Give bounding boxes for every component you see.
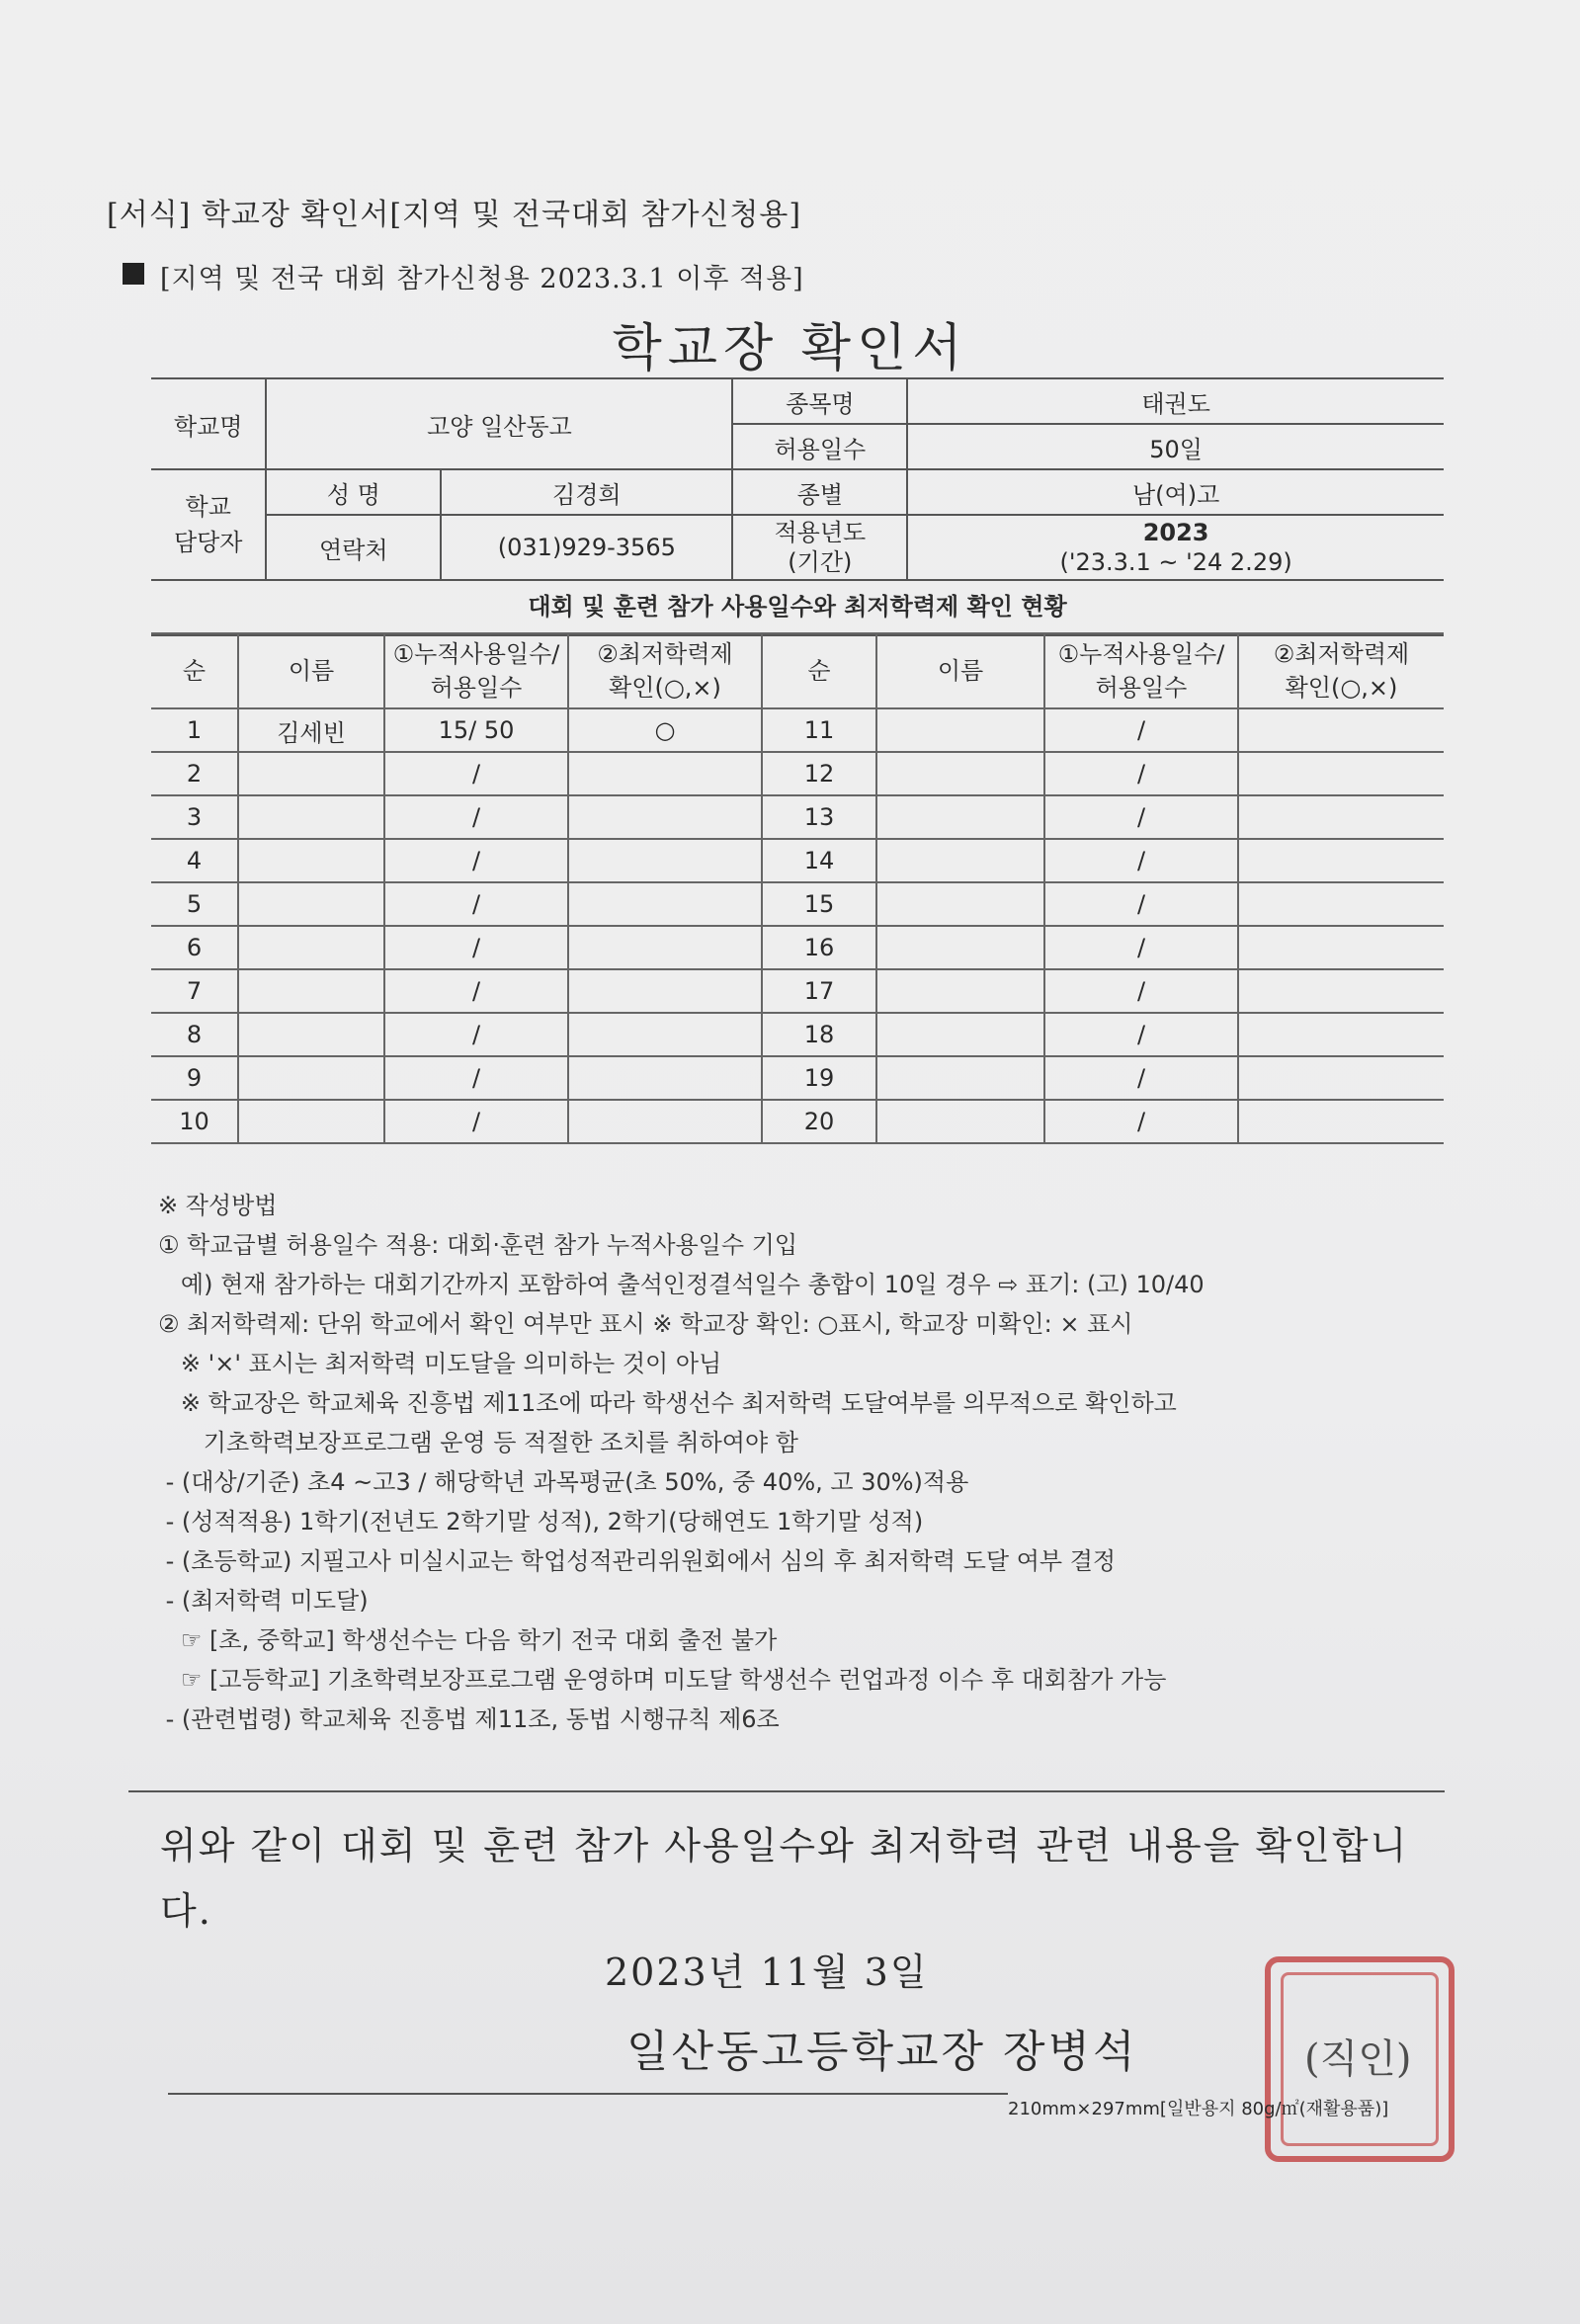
cell-no: 4 bbox=[151, 839, 238, 882]
header-days: ①누적사용일수/ 허용일수 bbox=[384, 633, 568, 708]
cell-no: 3 bbox=[151, 795, 238, 839]
cell-days: / bbox=[384, 1013, 568, 1056]
cell-check bbox=[1238, 1056, 1444, 1100]
cell-no: 11 bbox=[762, 708, 876, 752]
note-line: ※ 학교장은 학교체육 진흥법 제11조에 따라 학생선수 최저학력 도달여부를 의무적으로 확인하고 bbox=[158, 1389, 1177, 1417]
cell-days: / bbox=[384, 926, 568, 969]
event-value: 태권도 bbox=[907, 378, 1444, 424]
cell-name bbox=[238, 882, 384, 926]
note-line: ① 학교급별 허용일수 적용: 대회·훈련 참가 누적사용일수 기입 bbox=[158, 1231, 798, 1259]
contact-label: 연락처 bbox=[266, 515, 441, 580]
cell-days: / bbox=[384, 969, 568, 1013]
cell-days: / bbox=[384, 882, 568, 926]
table-row bbox=[151, 1013, 1444, 1056]
period-value: ('23.3.1 ~ '24 2.29) bbox=[1059, 548, 1292, 576]
table-row bbox=[151, 839, 1444, 882]
cell-name bbox=[876, 708, 1044, 752]
cell-name bbox=[238, 795, 384, 839]
cell-check bbox=[1238, 708, 1444, 752]
cell-no: 20 bbox=[762, 1100, 876, 1143]
note-line: ☞ [초, 중학교] 학생선수는 다음 학기 전국 대회 출전 불가 bbox=[158, 1626, 778, 1654]
table-row bbox=[151, 1056, 1444, 1100]
note-line: ※ '×' 표시는 최저학력 미도달을 의미하는 것이 아님 bbox=[158, 1350, 722, 1377]
cell-days: 15/ 50 bbox=[384, 708, 568, 752]
cell-no: 5 bbox=[151, 882, 238, 926]
cell-check bbox=[1238, 839, 1444, 882]
cell-name bbox=[238, 752, 384, 795]
table-row bbox=[151, 882, 1444, 926]
cell-days: / bbox=[1044, 1013, 1238, 1056]
gender-label: 종별 bbox=[732, 469, 907, 515]
cell-days: / bbox=[384, 1056, 568, 1100]
cell-name bbox=[876, 1056, 1044, 1100]
paper-spec: 210mm×297mm[일반용지 80g/㎡(재활용품)] bbox=[1008, 2099, 1389, 2119]
form-label: [서식] 학교장 확인서[지역 및 전국대회 참가신청용] bbox=[107, 198, 802, 232]
cell-check bbox=[568, 752, 762, 795]
note-line: - (대상/기준) 초4 ~고3 / 해당학년 과목평균(초 50%, 중 40%, 고 30%)적용 bbox=[158, 1468, 969, 1496]
cell-days: / bbox=[1044, 839, 1238, 882]
divider bbox=[168, 2093, 1008, 2095]
cell-check bbox=[1238, 752, 1444, 795]
cell-no: 19 bbox=[762, 1056, 876, 1100]
cell-check bbox=[1238, 882, 1444, 926]
note-line: - (관련법령) 학교체육 진흥법 제11조, 동법 시행규칙 제6조 bbox=[158, 1705, 780, 1733]
cell-name bbox=[238, 969, 384, 1013]
cell-no: 10 bbox=[151, 1100, 238, 1143]
sub-label-text: [지역 및 전국 대회 참가신청용 2023.3.1 이후 적용] bbox=[160, 264, 804, 294]
cell-name bbox=[876, 752, 1044, 795]
cell-check bbox=[568, 1100, 762, 1143]
cell-check bbox=[568, 882, 762, 926]
school-value: 고양 일산동고 bbox=[266, 378, 732, 469]
cell-no: 17 bbox=[762, 969, 876, 1013]
signer: 일산동고등학교장 장병석 bbox=[626, 2027, 1138, 2077]
cell-check bbox=[1238, 1013, 1444, 1056]
cell-no: 9 bbox=[151, 1056, 238, 1100]
participation-table bbox=[151, 632, 1444, 1144]
table-row bbox=[151, 969, 1444, 1013]
header-no: 순 bbox=[151, 633, 238, 708]
header-check: ②최저학력제 확인(○,×) bbox=[568, 633, 762, 708]
cell-days: / bbox=[384, 839, 568, 882]
gender-value: 남(여)고 bbox=[907, 469, 1444, 515]
allowed-value: 50일 bbox=[907, 424, 1444, 469]
cell-name bbox=[876, 1013, 1044, 1056]
table-row bbox=[151, 708, 1444, 752]
table-row bbox=[151, 795, 1444, 839]
cell-check bbox=[568, 969, 762, 1013]
cell-days: / bbox=[1044, 1056, 1238, 1100]
cell-check bbox=[568, 926, 762, 969]
manager-label: 학교 담당자 bbox=[151, 469, 266, 580]
cell-check bbox=[1238, 1100, 1444, 1143]
section-title: 대회 및 훈련 참가 사용일수와 최저학력제 확인 현황 bbox=[151, 579, 1444, 636]
confirm-text: 위와 같이 대회 및 훈련 참가 사용일수와 최저학력 관련 내용을 확인합니다. bbox=[160, 1824, 1409, 1933]
cell-no: 2 bbox=[151, 752, 238, 795]
cell-name bbox=[876, 882, 1044, 926]
note-line: - (초등학교) 지필고사 미실시교는 학업성적관리위원회에서 심의 후 최저학력 도달 여부 결정 bbox=[158, 1547, 1117, 1575]
allowed-label: 허용일수 bbox=[732, 424, 907, 469]
cell-days: / bbox=[384, 795, 568, 839]
cell-days: / bbox=[384, 752, 568, 795]
cell-no: 13 bbox=[762, 795, 876, 839]
note-line: 기초학력보장프로그램 운영 등 적절한 조치를 취하여야 함 bbox=[158, 1429, 798, 1456]
header-no: 순 bbox=[762, 633, 876, 708]
cell-name bbox=[876, 839, 1044, 882]
cell-check bbox=[1238, 969, 1444, 1013]
cell-check bbox=[1238, 926, 1444, 969]
cell-check bbox=[568, 795, 762, 839]
cell-no: 6 bbox=[151, 926, 238, 969]
name-value: 김경희 bbox=[441, 469, 732, 515]
event-label: 종목명 bbox=[732, 378, 907, 424]
cell-check bbox=[568, 1056, 762, 1100]
cell-name bbox=[876, 969, 1044, 1013]
table-body bbox=[151, 708, 1444, 1143]
cell-name: 김세빈 bbox=[238, 708, 384, 752]
cell-no: 18 bbox=[762, 1013, 876, 1056]
cell-check bbox=[568, 1013, 762, 1056]
instructions bbox=[158, 1186, 1205, 1739]
info-table bbox=[151, 377, 1444, 581]
table-row bbox=[151, 752, 1444, 795]
cell-days: / bbox=[1044, 1100, 1238, 1143]
cell-no: 16 bbox=[762, 926, 876, 969]
school-label: 학교명 bbox=[151, 378, 266, 469]
cell-no: 1 bbox=[151, 708, 238, 752]
document-title: 학교장 확인서 bbox=[612, 319, 968, 378]
year-label: 적용년도 (기간) bbox=[732, 515, 907, 580]
cell-days: / bbox=[1044, 882, 1238, 926]
cell-name bbox=[238, 839, 384, 882]
note-line: - (최저학력 미도달) bbox=[158, 1587, 369, 1615]
header-days: ①누적사용일수/ 허용일수 bbox=[1044, 633, 1238, 708]
cell-name bbox=[238, 1013, 384, 1056]
table-row bbox=[151, 1100, 1444, 1143]
name-label: 성 명 bbox=[266, 469, 441, 515]
cell-check bbox=[568, 839, 762, 882]
square-bullet-icon bbox=[123, 263, 144, 285]
cell-days: / bbox=[1044, 969, 1238, 1013]
cell-check: ○ bbox=[568, 708, 762, 752]
cell-no: 8 bbox=[151, 1013, 238, 1056]
header-name: 이름 bbox=[876, 633, 1044, 708]
cell-days: / bbox=[1044, 926, 1238, 969]
year-cell bbox=[907, 515, 1444, 580]
cell-days: / bbox=[1044, 708, 1238, 752]
cell-name bbox=[238, 1100, 384, 1143]
divider bbox=[128, 1790, 1445, 1792]
table-row bbox=[151, 926, 1444, 969]
note-line: - (성적적용) 1학기(전년도 2학기말 성적), 2학기(당해연도 1학기말 성적) bbox=[158, 1508, 924, 1536]
year-value: 2023 bbox=[1142, 519, 1209, 546]
cell-no: 15 bbox=[762, 882, 876, 926]
sub-label bbox=[160, 257, 804, 295]
note-line: ※ 작성방법 bbox=[158, 1192, 278, 1219]
cell-name bbox=[238, 926, 384, 969]
cell-no: 12 bbox=[762, 752, 876, 795]
table-header-row bbox=[151, 633, 1444, 708]
cell-name bbox=[238, 1056, 384, 1100]
note-line: 예) 현재 참가하는 대회기간까지 포함하여 출석인정결석일수 총합이 10일 경우 ⇨ 표기: (고) 10/40 bbox=[158, 1271, 1205, 1298]
header-name: 이름 bbox=[238, 633, 384, 708]
cell-check bbox=[1238, 795, 1444, 839]
issue-date: 2023년 11월 3일 bbox=[605, 1950, 929, 1994]
cell-days: / bbox=[384, 1100, 568, 1143]
cell-no: 14 bbox=[762, 839, 876, 882]
header-check: ②최저학력제 확인(○,×) bbox=[1238, 633, 1444, 708]
cell-days: / bbox=[1044, 795, 1238, 839]
note-line: ② 최저학력제: 단위 학교에서 확인 여부만 표시 ※ 학교장 확인: ○표시, 학교장 미확인: × 표시 bbox=[158, 1310, 1133, 1338]
seal-label: (직인) bbox=[1304, 2036, 1412, 2082]
cell-name bbox=[876, 795, 1044, 839]
note-line: ☞ [고등학교] 기초학력보장프로그램 운영하며 미도달 학생선수 런업과정 이수 후 대회참가 가능 bbox=[158, 1666, 1167, 1694]
cell-name bbox=[876, 1100, 1044, 1143]
official-seal bbox=[1265, 1956, 1455, 2162]
contact-value: (031)929-3565 bbox=[441, 515, 732, 580]
cell-days: / bbox=[1044, 752, 1238, 795]
cell-name bbox=[876, 926, 1044, 969]
cell-no: 7 bbox=[151, 969, 238, 1013]
